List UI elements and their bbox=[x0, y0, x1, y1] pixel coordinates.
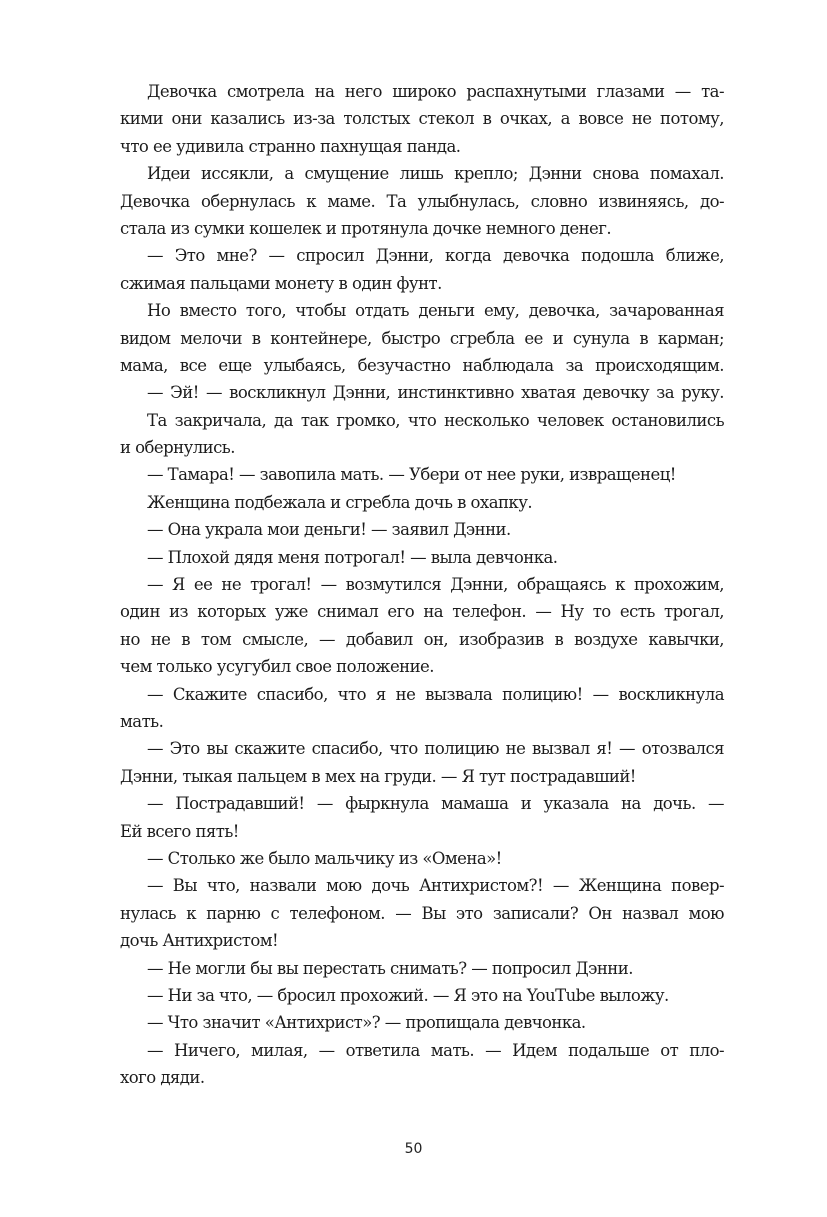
text-line: — Пострадавший! — фыркнула мамаша и указала на дочь. — bbox=[147, 794, 724, 814]
text-line: — Скажите спасибо, что я не вызвала полицию! — воскликнула bbox=[147, 684, 724, 704]
text-line: — Вы что, назвали мою дочь Антихристом?! — Женщина повер- bbox=[147, 876, 724, 896]
text-line: Но вместо того, чтобы отдать деньги ему, девочка, зачарованная bbox=[147, 301, 724, 321]
page-number: 50 bbox=[404, 1141, 423, 1157]
text-line: — Эй! — воскликнул Дэнни, инстинктивно хватая девочку за руку. bbox=[147, 383, 724, 403]
text-line: — Ничего, милая, — ответила мать. — Идем подальше от пло- bbox=[147, 1040, 724, 1060]
text-line: — Что значит «Антихрист»? — пропищала девчонка. bbox=[147, 1013, 586, 1033]
text-line: — Я ее не трогал! — возмутился Дэнни, обращаясь к прохожим, bbox=[147, 575, 724, 595]
text-line: — Столько же было мальчику из «Омена»! bbox=[147, 848, 502, 868]
text-line: — Это мне? — спросил Дэнни, когда девочка подошла ближе, bbox=[147, 246, 724, 266]
text-line: что ее удивила странно пахнущая панда. bbox=[120, 136, 461, 156]
text-line: но не в том смысле, — добавил он, изобразив в воздухе кавычки, bbox=[120, 629, 724, 649]
text-line: Идеи иссякли, а смущение лишь крепло; Дэнни снова помахал. bbox=[147, 164, 724, 184]
text-line: — Это вы скажите спасибо, что полицию не вызвал я! — отозвался bbox=[147, 739, 724, 759]
text-line: чем только усугубил свое положение. bbox=[120, 657, 434, 677]
text-line: мама, все еще улыбаясь, безучастно наблюдала за происходящим. bbox=[120, 355, 724, 375]
text-line: дочь Антихристом! bbox=[120, 931, 279, 951]
text-line: нулась к парню с телефоном. — Вы это записали? Он назвал мою bbox=[120, 903, 724, 923]
text-line: стала из сумки кошелек и протянула дочке немного денег. bbox=[120, 218, 612, 238]
text-line: — Тамара! — завопила мать. — Убери от нее руки, извращенец! bbox=[147, 465, 676, 485]
text-line: Дэнни, тыкая пальцем в мех на груди. — Я тут пострадавший! bbox=[120, 766, 636, 786]
text-line: — Плохой дядя меня потрогал! — выла девчонка. bbox=[147, 547, 558, 567]
text-line: — Ни за что, — бросил прохожий. — Я это на YouTube выложу. bbox=[147, 985, 669, 1005]
text-line: видом мелочи в контейнере, быстро сгребла ее и сунула в карман; bbox=[120, 328, 724, 348]
text-line: Та закричала, да так громко, что несколько человек остановились bbox=[147, 410, 724, 430]
text-line: мать. bbox=[120, 711, 164, 731]
text-line: — Не могли бы вы перестать снимать? — попросил Дэнни. bbox=[147, 958, 633, 978]
text-line: один из которых уже снимал его на телефон. — Ну то есть трогал, bbox=[120, 602, 724, 622]
text-line: Девочка смотрела на него широко распахнутыми глазами — та- bbox=[147, 82, 724, 101]
text-line: Девочка обернулась к маме. Та улыбнулась, словно извиняясь, до- bbox=[120, 191, 724, 211]
text-line: — Она украла мои деньги! — заявил Дэнни. bbox=[147, 520, 511, 540]
text-line: сжимая пальцами монету в один фунт. bbox=[120, 273, 442, 293]
text-line: Ей всего пять! bbox=[120, 821, 239, 841]
text-line: и обернулись. bbox=[120, 438, 235, 458]
text-line: кими они казались из-за толстых стекол в очках, а вовсе не потому, bbox=[120, 109, 724, 129]
text-line: хого дяди. bbox=[120, 1068, 205, 1088]
body-text bbox=[120, 78, 724, 1091]
text-line: Женщина подбежала и сгребла дочь в охапку. bbox=[147, 492, 533, 512]
